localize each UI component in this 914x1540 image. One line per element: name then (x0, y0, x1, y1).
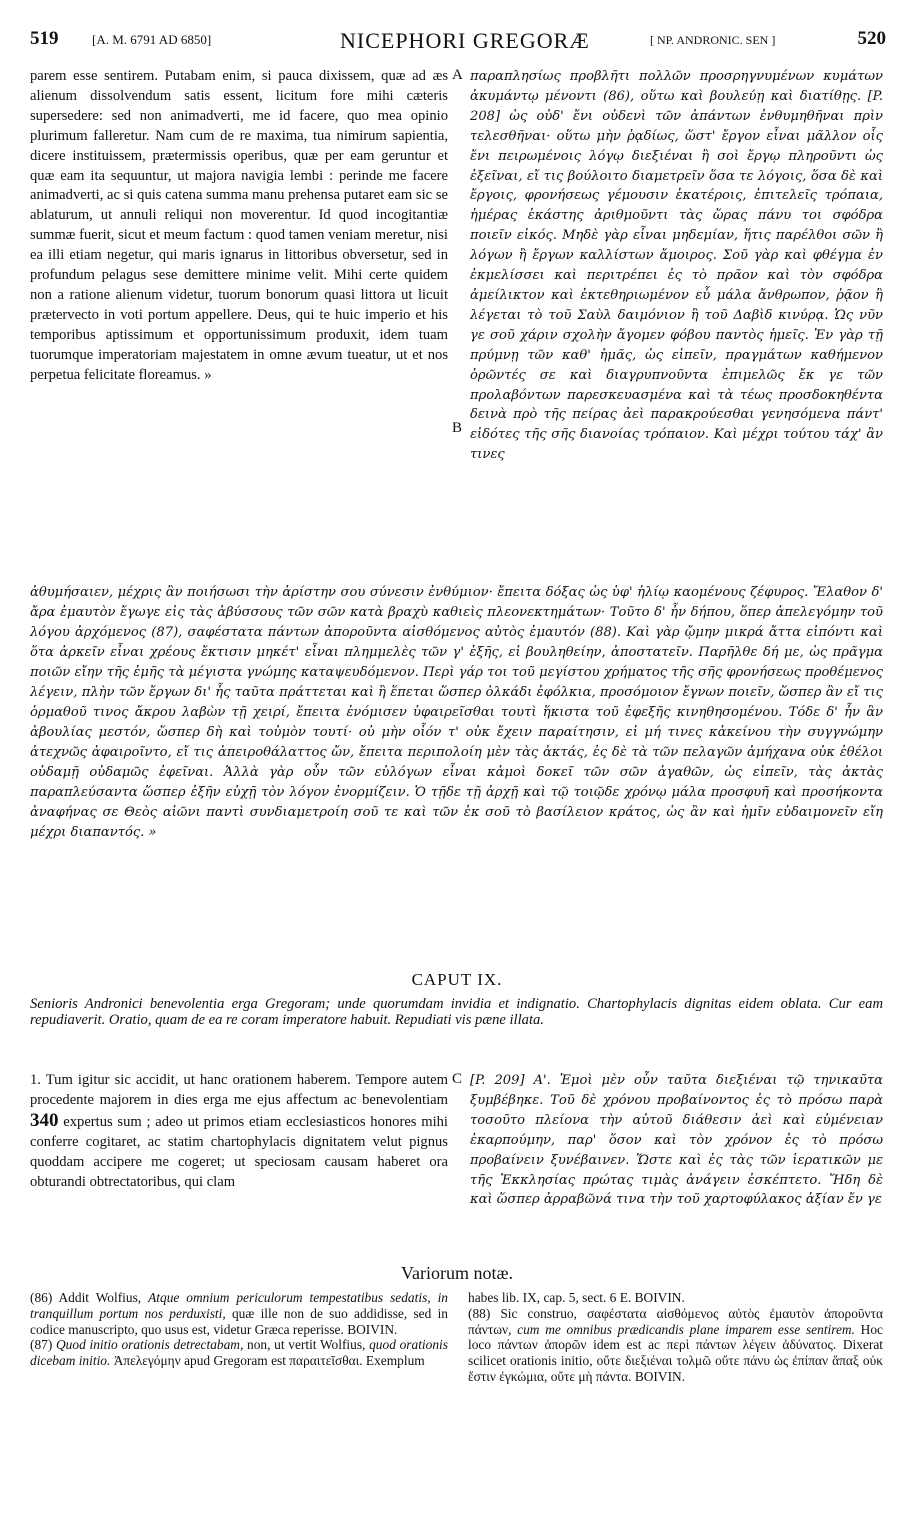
section-number: 1. (30, 1072, 41, 1088)
note-88-text-b: Hoc loco πάντων ἀπορῶν idem est ac περὶ πάντων λέγειν ἀδύνατος. Dixerat scilicet orationis initio, οὔτε διεξιέναι τολμῶ οὔτε πάνυ ὡς ἐπίπαν ἅπαξ οὐκ ἔστιν ἐγκώμια, οὔτε μὴ πάντα. BOIVIN. (468, 1321, 883, 1384)
page-number-left: 519 (30, 28, 59, 49)
note-88-italic: cum me omnibus prædicandis plane imparem esse sentirem. (517, 1321, 855, 1337)
note-87-italic-b: quod orationis dicebam initio. (30, 1337, 448, 1369)
chapter-summary: Senioris Andronici benevolentia erga Gregoram; unde quorumdam invidia et indignatio. Chartophylacis dignitas eidem oblata. Cur eam repudiaverit. Oratio, quam de ea re coram imperatore habuit. Repudiati vis pæne illata. (30, 996, 883, 1028)
note-86-number: (86) (30, 1290, 53, 1305)
margin-letter-a: A (452, 67, 463, 83)
latin-column-chapter (30, 1071, 448, 1192)
note-87-text-b: Ἀπελεγόμην apud Gregoram est παραιτεῖσθαι. Exemplum (113, 1353, 425, 1369)
note-87-italic: Quod initio orationis detrectabam, (56, 1337, 244, 1353)
running-title: NICEPHORI GREGORÆ (340, 28, 590, 53)
note-86-text: Addit Wolfius, (58, 1290, 142, 1305)
note-86-italic: Atque omnium periculorum tempestatibus sedatis, in tranquillum portum nos perduxisti, (30, 1290, 448, 1321)
greek-column-top: παραπλησίως προβλῆτι πολλῶν προσρηγνυμένων κυμάτων ἀκυμάντῳ μένοντι (86), οὕτω καὶ βουλεύῃ καὶ διατίθῃς. [P. 208] ὡς οὐδ' ἔνι οὐδενὶ τῶν ἁπάντων ἐνθυμηθῆναι πρὶν τελεσθῆναι· οὕτω μὴν ῥᾳδίως, ὥστ' ἔργον εἶναι μᾶλλον οἷς ἔνι πειρωμένοις λόγῳ διεξιέναι ἢ σοὶ ἔργῳ πληροῦντι ὡς ἐξεῖναι, εἴ τις βούλοιτο διαμετρεῖν ὅσα τε λόγοις, ὅσα δὲ καὶ ἔργοις, φρονήσεως γέμουσιν ἑκατέροις, ἐπιτελεῖς τρόπαια, ἡμέρας ἑκάστης ἀριθμοῦντι τὰς ὥρας πάνυ τοι σφόδρα ποιεῖν εἰκός. Μηδὲ γὰρ εἶναι μηδεμίαν, ἥτις παρέλθοι σῶν ἢ λόγων ἢ ἔργων καλλίστων ἄμοιρος. Σοῦ γὰρ καὶ φθέγμα ἐν ἐκμελίσσει καὶ περιτρέπει ἐς τὸ πρᾶον καὶ τὸν σφόδρα ἀμείλικτον καὶ ἐκτεθηριωμένον εὖ μάλα ἄνθρωπον, ῥᾷον ἢ λέγεται τὸ τοῦ Σαὺλ δαιμόνιον ἢ τοῦ Δαβὶδ κινύρᾳ. Ὡς νῦν γε σοῦ χάριν σχολὴν ἄγομεν φόβου παντὸς ἡμεῖς. Ἐν γὰρ τῇ πρύμνῃ τῶν καθ' ἡμᾶς, ὡς εἰπεῖν, πραγμάτων καθήμενον ὁρῶντές σε καὶ διαγρυπνοῦντα ἐπιμελῶς ἔκ γε τῶν προλαβόντων παρεσκευασμένα καὶ τὰ τέως προσδοκηθέντα δεινὰ πρὸ τῆς πείρας ἀεὶ παρακρούεσθαι γενησόμενα πάντ' εἰδότες τῆς σῆς διανοίας τρόπαιον. Καὶ μέχρι τούτου τάχ' ἂν τινες (470, 69, 883, 463)
note-87-text: non, ut vertit Wolfius, (247, 1337, 366, 1353)
notes-left-column (30, 1290, 448, 1369)
year-right: [ NP. ANDRONIC. SEN ] (650, 33, 776, 47)
running-header (30, 28, 886, 58)
greek-full-width: ἀθυμήσαιεν, μέχρις ἂν ποιήσωσι τὴν ἀρίστην σου σύνεσιν ἐνθύμιον· ἔπειτα δόξας ὡς ὑφ' ἡλίῳ καομένους ζέφυρος. Ἔλαθον δ' ἄρα ἐμαυτὸν ἔγωγε εἰς τὰς ἀβύσσους τῶν σῶν κατὰ βραχὺ καθιεὶς πλεονεκτημάτων· Τοῦτο δ' ἦν δήπου, ὅπερ ἀπελεγόμην τοῦ λόγου ἀρχόμενος (87), σαφέστατα πάντων ἀποροῦντα αἰσθόμενος αὐτὸς ἐμαυτόν (88). Καὶ γὰρ ᾤμην μικρά ἄττα εἰπόντι καὶ ὅτα ἀρκεῖν εἶναι χρέους ἔκτισιν μηκέτ' εἶναι πλημμελὲς τῶν γ' ἑξῆς, εἰ βουληθείην, ἀποστατεῖν. Παρῆλθε δή με, ὡς πρᾶγμα ποιῶν εἴην τῆς ἐμῆς τὰ μέγιστα γνώμης καταψευδόμενον. Περὶ γάρ τοι τοῦ μεγίστου χρήματος τῆς σῆς φρονήσεως προθέμενος λέγειν, πλὴν τῶν ἔργων δι' ἧς ταῦτα πράττεται καὶ ἣ ἕπεται ὥσπερ ὁλκάδι ἐφόλκια, προσόμοιον ἔγνων ποιεῖν, ὥσπερ ἂν εἴ τις ὁρμαθοῦ τινος ἄκρου λαβὼν τῇ χειρί, ἔπειτα ἐνόμισεν ὑφαιρεῖσθαι τουτὶ ἥκιστα τοῦ ἐφεξῆς κινηθησομένου. Τόδε δ' ἦν ἂν ἀβουλίας μεστόν, ὥσπερ δὴ καὶ τοὐμὸν τουτί· οὐ μὴν οἷόν τ' οὐκ ἔχειν παραίτησιν, εἰ μή τινες κἀκείνου τὴν συγγνώμην ἀτεχνῶς ἀφαιροῖντο, εἴ τις ἀπειροθάλαττος ὤν, ἔπειτα περιπολοίη μὲν τὰς ἀκτάς, ἐς δὲ τὰ τῶν πελαγῶν ἀμήχανα οὐκ ἐθέλοι οὐδαμῇ οὐδαμῶς ἐφεῖναι. Ἀλλὰ γὰρ οὖν τῶν εὐλόγων εἶναι κἀμοὶ δοκεῖ τῶν σῶν ἀγαθῶν, ὡς εἰπεῖν, τὰς ἀκτὰς παραπλεύσαντα ὥσπερ ἐξῆν εὐχῇ τὸν λόγον ἐνορμίζειν. Ὁ τῇδε τῇ ἀρχῇ καὶ τῷ τοιῷδε χρόνῳ μάλα προσφυῆ καὶ προσήκοντα ἀναφήνας σε Θεὸς αἰῶνι παντὶ συνδιαμετροίη σοῦ τε καὶ τῶν ἐκ σοῦ τὸ βασίλειον κράτος, ὡς ἂν καὶ ἡμῖν εὐδαιμονεῖν εἴη μέχρι διαπαντός. » (30, 585, 883, 840)
note-86-text-b: quæ ille non de suo addidisse, sed in codice manuscripto, quo usus est, videtur Græca reperisse. BOIVIN. (30, 1305, 448, 1337)
margin-letter-b: B (452, 420, 463, 436)
page-number-right: 520 (857, 28, 886, 49)
greek-column-chapter: [P. 209] Α'. Ἐμοὶ μὲν οὖν ταῦτα διεξιέναι τῷ τηνικαῦτα ξυμβέβηκε. Τοῦ δὲ χρόνου προβαίνοντος ἐς τὸ πρόσω παρὰ τοσοῦτο πλείονα τὴν αὐτοῦ διάθεσιν ἀεὶ καὶ εὐμένειαν ἐκαρπούμην, παρ' ὅσον καὶ τὸν χρόνον ἐς τὸ πρόσω προβαίνειν ξυνέβαινεν. Ὥστε καὶ ἐς τὰς τῶν ἱερατικῶν με τῆς Ἐκκλησίας πρώτας τιμὰς ἀνάγειν ἐσκέπτετο. Ἤδη δὲ καὶ ὥσπερ ἀρραβῶνά τινα τὴν τοῦ χαρτοφύλακος ἀξίαν ἔν γε (470, 1073, 883, 1208)
marginal-page-number: 340 (30, 1109, 59, 1131)
latin-chapter-text-a: Tum igitur sic accidit, ut hanc orationem haberem. Tempore autem procedente majorem in dies erga me ejus affectum ac benevolentiam (30, 1072, 448, 1108)
latin-column-top: parem esse sentirem. Putabam enim, si pauca dixissem, quæ ad æs alienum dissolvendum satis essent, licitum fore mihi cæteris supersedere: sed non animadverti, me id facere, quo mea opinio plurimum falleretur. Nam cum de re maxima, tua nimirum sapientia, dicere instituissem, prætermissis operibus, quæ per eam geruntur et quæ eam ita sequuntur, ut majora navigia lembi : perinde me facere animadverti, ac si quis catena summa manu prehensa putaret eam sic se ablaturum, ut annuli reliqui non moverentur. Id quod incogitantiæ summæ fuerit, sicut et meum factum : quod tamen veniam meretur, nisi ea illi etiam negetur, qui maris ignarus in littoribus obversetur, sed in profundum pelagus sese demittere minime velit. Mihi certe quidem non a ratione alienum videtur, tuorum bonorum quasi littora ut licuit prætervecto in voti portum appellere. Deus, qui te huic imperio et his temporibus aptissimum et opportunissimum produxit, idem tuam tuorumque imperatoriam majestatem in omne ævum tueatur, ut et nos perpetua felicitate floreamus. » (30, 68, 448, 383)
note-88-text: Sic construo, σαφέστατα αἰσθόμενος αὐτὸς ἐμαυτὸν ἀποροῦντα πάντων, (468, 1305, 883, 1337)
note-87-number: (87) (30, 1337, 53, 1353)
year-left: [A. M. 6791 AD 6850] (92, 32, 212, 47)
notes-right-column (468, 1290, 883, 1385)
latin-chapter-text-b: expertus sum ; adeo ut primos etiam ecclesiasticos honores mihi conferre cogitaret, ac statim chartophylacis dignitatem velut pignus quoddam accipere me cogeret; ut speciosam causam haberet ora obturandi obtrectatoribus, qui clam (30, 1113, 448, 1190)
note-87-continuation: habes lib. IX, cap. 5, sect. 6 E. BOIVIN. (468, 1290, 685, 1305)
margin-letter-c: C (452, 1071, 463, 1087)
note-88-number: (88) (468, 1305, 491, 1321)
notes-heading: Variorum notæ. (401, 1263, 513, 1283)
chapter-heading: CAPUT IX. (411, 970, 503, 989)
